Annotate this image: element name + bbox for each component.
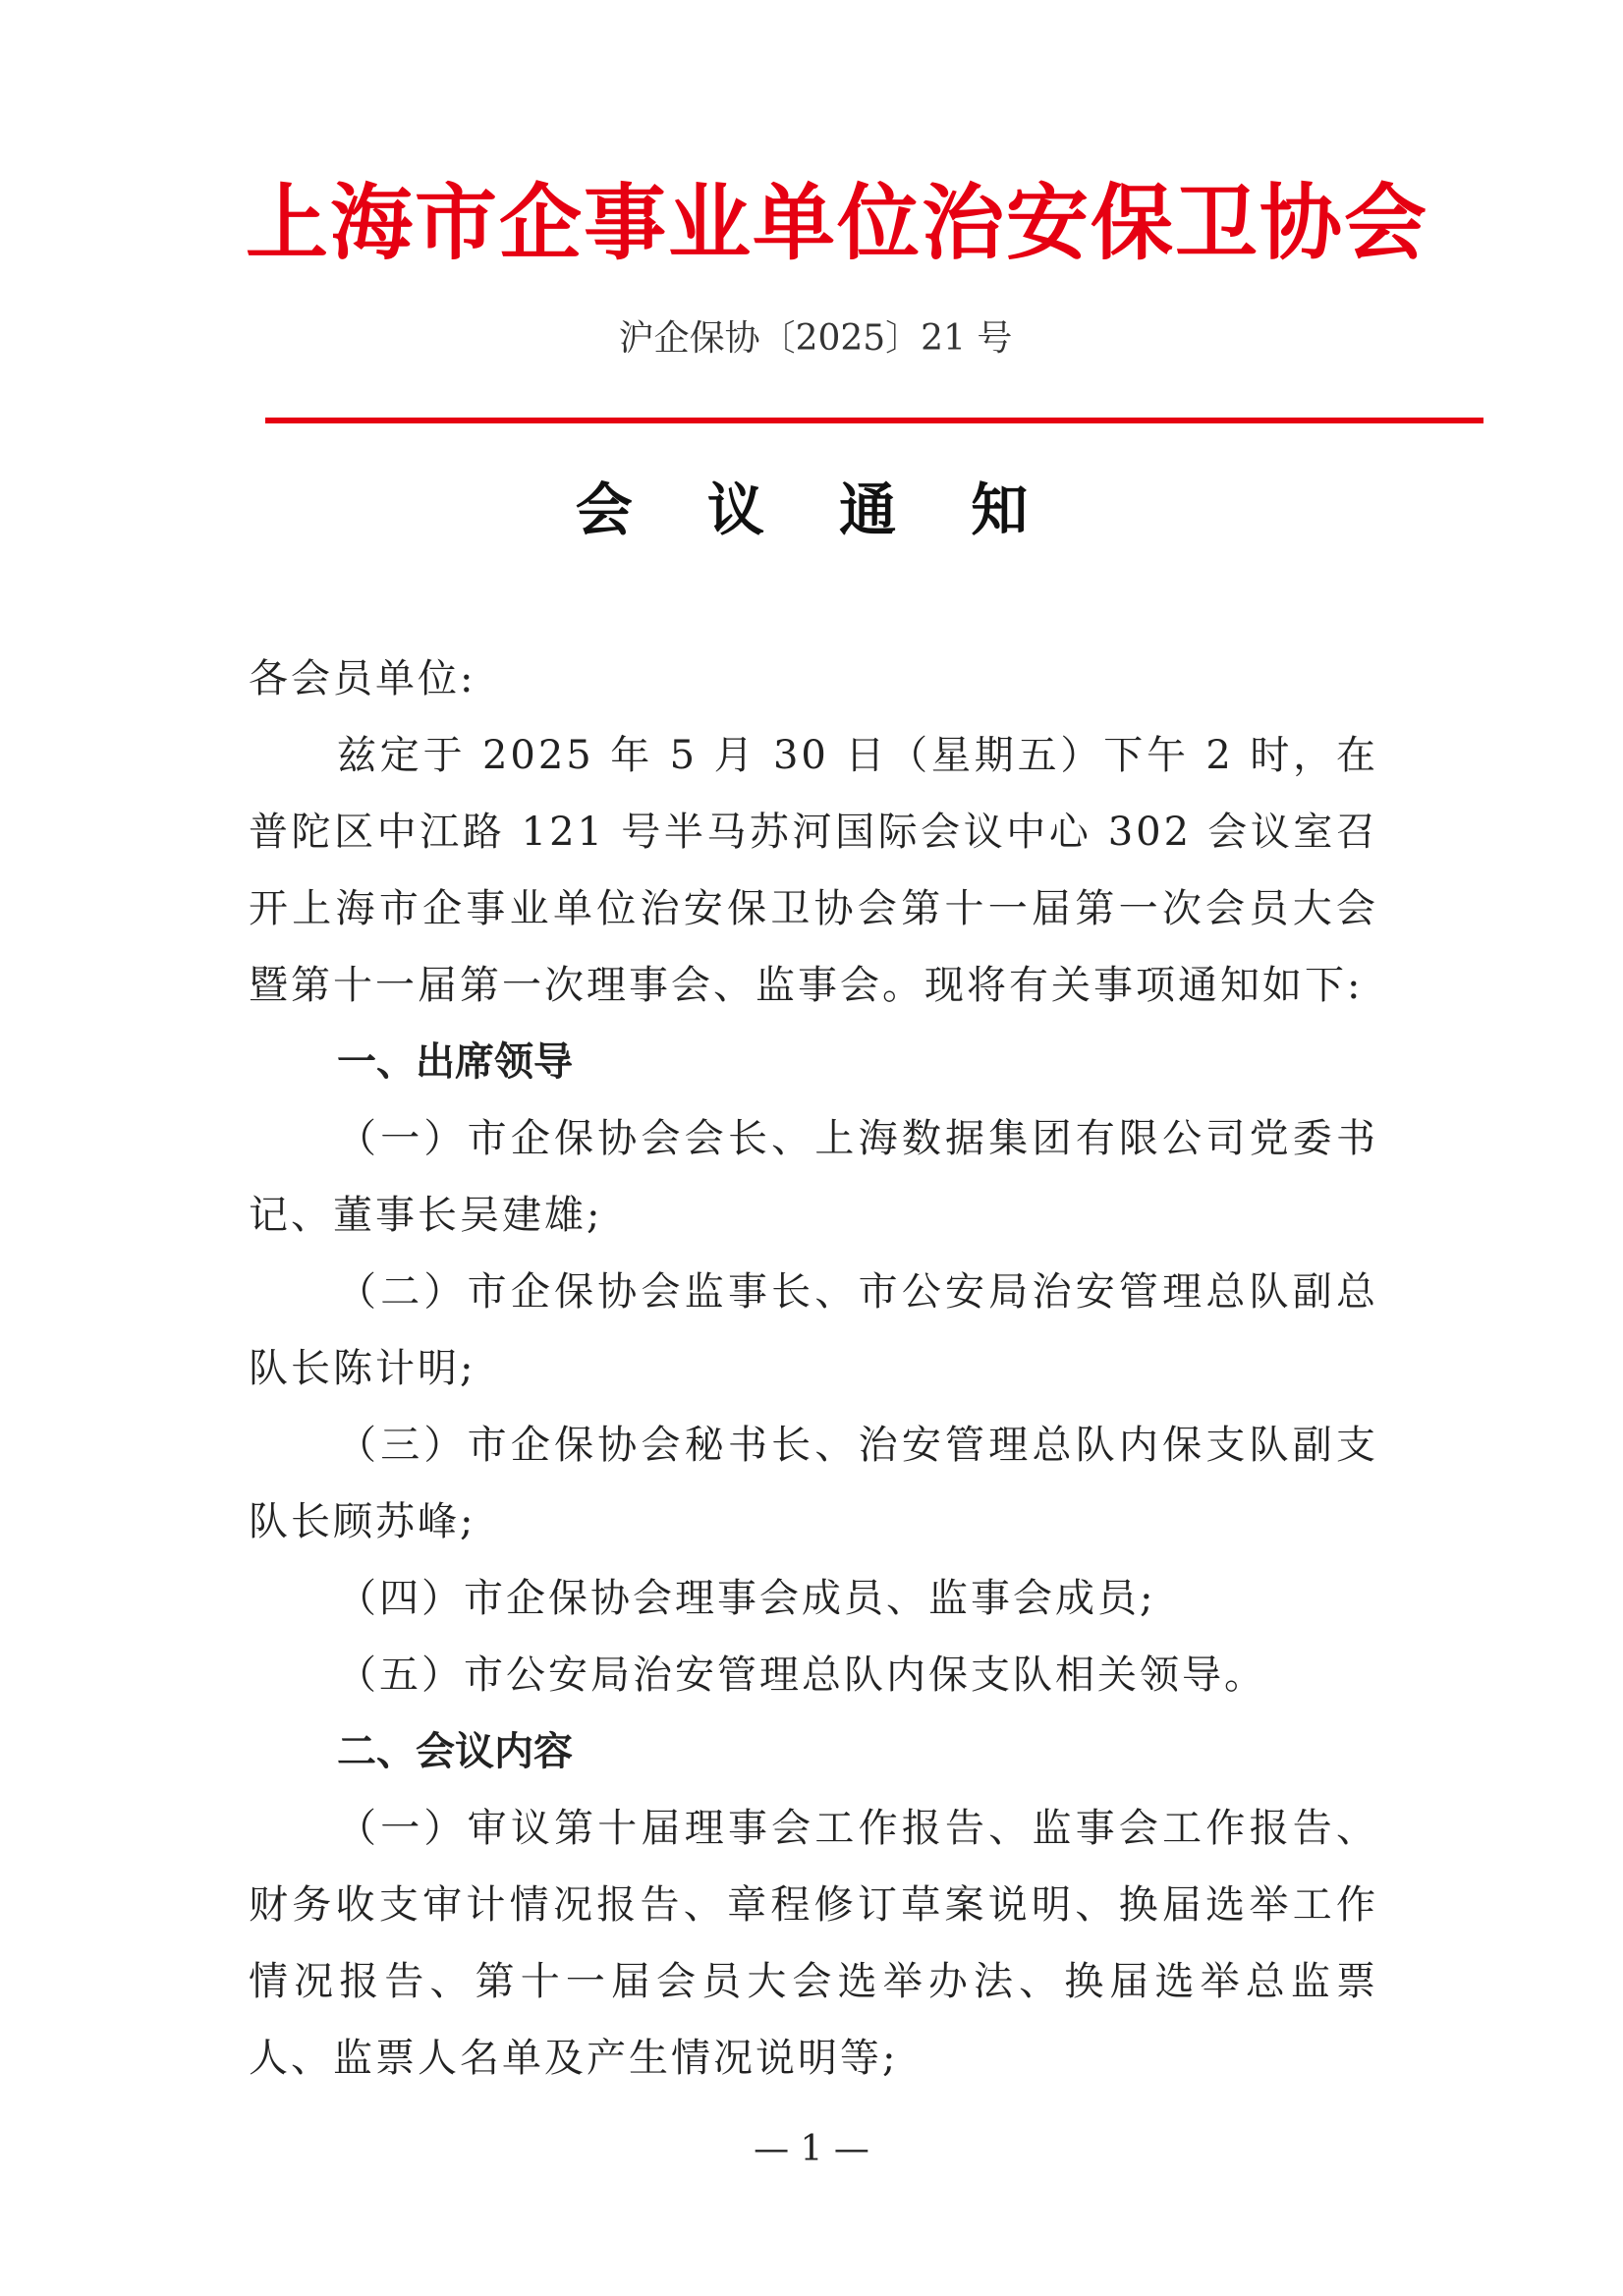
- document-body: [249, 641, 1378, 2097]
- attendee-item: （一）市企保协会会长、上海数据集团有限公司党委书记、董事长吴建雄;: [249, 1116, 1378, 1238]
- organization-title: 上海市企事业单位治安保卫协会: [246, 174, 1429, 271]
- attendee-item: （五）市公安局治安管理总队内保支队相关领导。: [337, 1652, 1266, 1698]
- attendee-item: （二）市企保协会监事长、市公安局治安管理总队副总队长陈计明;: [249, 1269, 1378, 1391]
- section-heading-agenda: 二、会议内容: [337, 1729, 573, 1774]
- attendee-item: （四）市企保协会理事会成员、监事会成员;: [337, 1576, 1156, 1621]
- intro-paragraph: 兹定于 2025 年 5 月 30 日（星期五）下午 2 时，在普陀区中江路 121 号半马苏河国际会议中心 302 会议室召开上海市企事业单位治安保卫协会第十一届第一次会员大会暨第十一届第一次理事会、监事会。现将有关事项通知如下:: [249, 733, 1378, 1008]
- notice-title: 会 议 通 知: [575, 476, 1056, 543]
- section-heading-attendees: 一、出席领导: [337, 1039, 573, 1085]
- agenda-item: （一）审议第十届理事会工作报告、监事会工作报告、财务收支审计情况报告、章程修订草案说明、换届选举工作情况报告、第十一届会员大会选举办法、换届选举总监票人、监票人名单及产生情况说明等;: [249, 1806, 1378, 2081]
- page-number: — 1 —: [754, 2129, 869, 2169]
- salutation: 各会员单位:: [249, 656, 476, 701]
- document-number: 沪企保协〔2025〕21 号: [618, 318, 1013, 359]
- red-divider-line: [265, 418, 1483, 423]
- attendee-item: （三）市企保协会秘书长、治安管理总队内保支队副支队长顾苏峰;: [249, 1423, 1378, 1544]
